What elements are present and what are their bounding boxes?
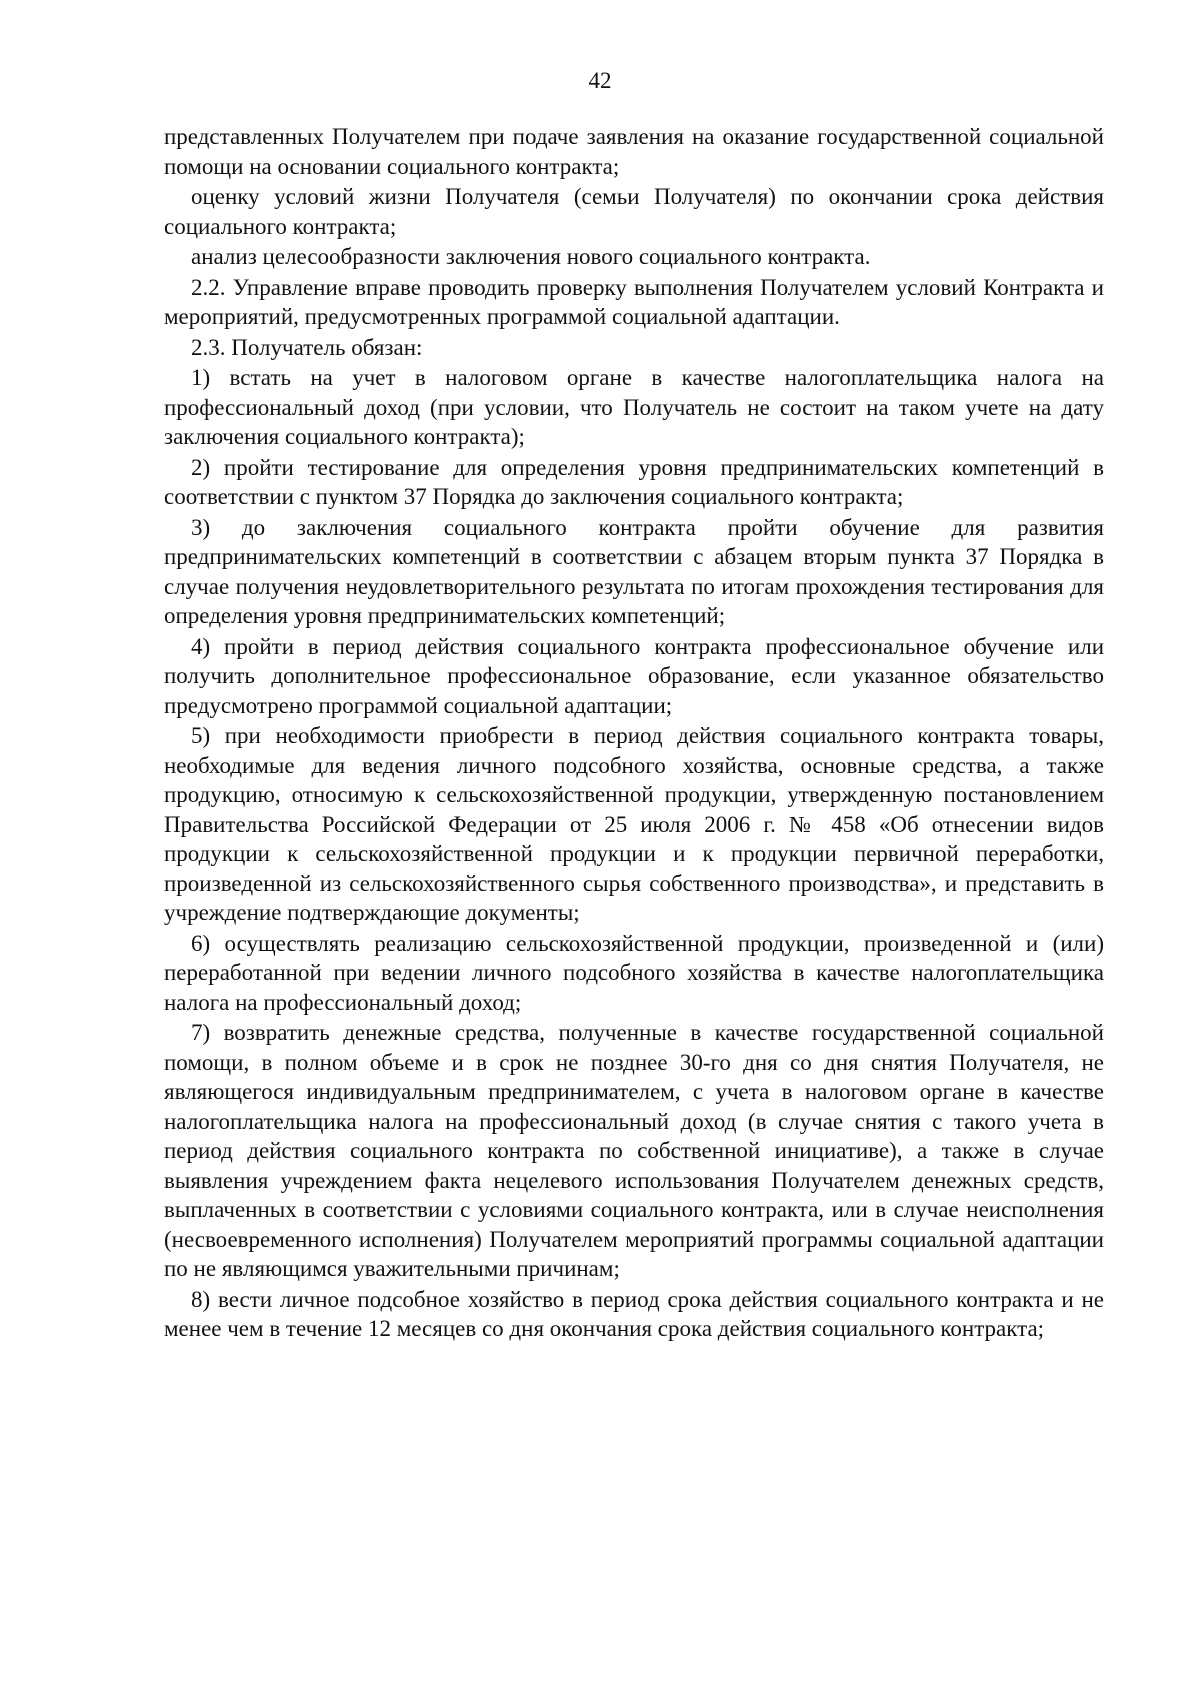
- paragraph-analysis: анализ целесообразности заключения нового социального контракта.: [191, 244, 871, 269]
- list-item-1: 1) встать на учет в налоговом органе в качестве налогоплательщика налога на профессиональный доход (при условии, что Получатель не состоит на таком учете на дату заключения социального контракта);: [164, 365, 1104, 449]
- list-item-6: 6) осуществлять реализацию сельскохозяйственной продукции, произведенной и (или) переработанной при ведении личного подсобного хозяйства в качестве налогоплательщика налога на профессиональный доход;: [164, 930, 1104, 1015]
- list-item-8: 8) вести личное подсобное хозяйство в период срока действия социального контракта и не менее чем в течение 12 месяцев со дня окончания срока действия социального контракта;: [164, 1286, 1104, 1341]
- page-number: 42: [588, 68, 612, 93]
- paragraph-2-3: 2.3. Получатель обязан:: [191, 334, 423, 360]
- paragraph-living-conditions: оценку условий жизни Получателя (семьи Получателя) по окончании срока действия социального контракта;: [164, 184, 1104, 239]
- list-item-2: 2) пройти тестирование для определения уровня предпринимательских компетенций в соответствии с пунктом 37 Порядка до заключения социального контракта;: [164, 454, 1104, 509]
- list-item-4: 4) пройти в период действия социального контракта профессиональное обучение или получить дополнительное профессиональное образование, если указанное обязательство предусмотрено программой социальной адаптации;: [164, 633, 1104, 718]
- paragraph-2-2: 2.2. Управление вправе проводить проверку выполнения Получателем условий Контракта и мероприятий, предусмотренных программой социальной адаптации.: [164, 274, 1104, 329]
- list-item-3: 3) до заключения социального контракта пройти обучение для развития предпринимательских компетенций в соответствии с абзацем вторым пункта 37 Порядка в случае получения неудовлетворительного результата по итогам прохождения тестирования для определения уровня предпринимательских компетенций;: [164, 514, 1104, 628]
- paragraph-continuation: представленных Получателем при подаче заявления на оказание государственной социальной помощи на основании социального контракта;: [164, 124, 1104, 179]
- list-item-7: 7) возвратить денежные средства, полученные в качестве государственной социальной помощи, в полном объеме и в срок не позднее 30-го дня со дня снятия Получателя, не являющегося индивидуальным предпринимателем, с учета в налоговом органе в качестве налогоплательщика налога на профессиональный доход (в случае снятия с такого учета в период действия социального контракта по собственной инициативе), а также в случае выявления учреждением факта нецелевого использования Получателем денежных средств, выплаченных в соответствии с условиями социального контракта, или в случае неисполнения (несвоевременного исполнения) Получателем мероприятий программы социальной адаптации по не являющимся уважительными причинам;: [164, 1020, 1104, 1281]
- document-body: [164, 122, 1104, 1344]
- list-item-5: 5) при необходимости приобрести в период действия социального контракта товары, необходимые для ведения личного подсобного хозяйства, основные средства, а также продукцию, относимую к сельскохозяйственной продукции, утвержденную постановлением Правительства Российской Федерации от 25 июля 2006 г. № 458 «Об отнесении видов продукции к сельскохозяйственной продукции и к продукции первичной переработки, произведенной из сельскохозяйственного сырья собственного производства», и представить в учреждение подтверждающие документы;: [164, 723, 1104, 925]
